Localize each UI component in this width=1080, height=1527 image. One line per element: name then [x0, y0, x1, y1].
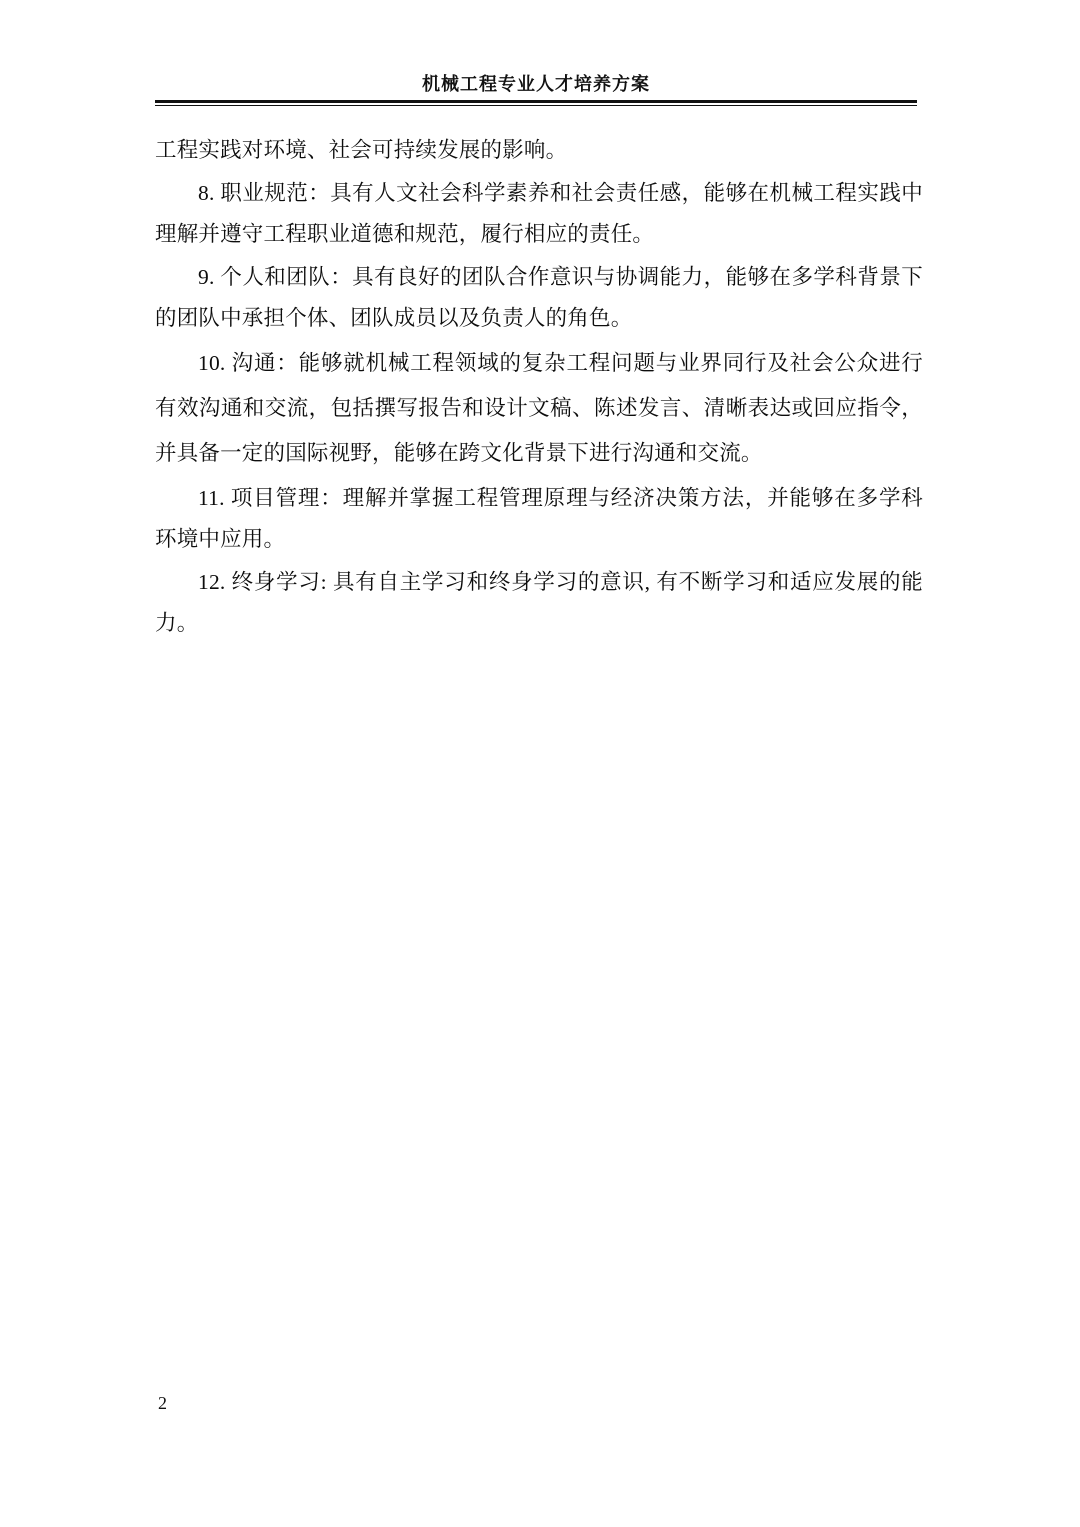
paragraph-item-10: 10. 沟通：能够就机械工程领域的复杂工程问题与业界同行及社会公众进行有效沟通和交流，包括撰写报告和设计文稿、陈述发言、清晰表达或回应指令，并具备一定的国际视野，能够在跨文化背景下进行沟通和交流。 — [155, 351, 923, 465]
paragraph-item-9: 9. 个人和团队：具有良好的团队合作意识与协调能力，能够在多学科背景下的团队中承担个体、团队成员以及负责人的角色。 — [155, 265, 923, 330]
paragraph-item-11: 11. 项目管理：理解并掌握工程管理原理与经济决策方法，并能够在多学科环境中应用。 — [155, 486, 923, 551]
header-rule-thick — [155, 100, 917, 103]
paragraph-item-12: 12. 终身学习: 具有自主学习和终身学习的意识, 有不断学习和适应发展的能力。 — [155, 570, 923, 635]
paragraph-continuation: 工程实践对环境、社会可持续发展的影响。 — [155, 138, 568, 162]
page-number: 2 — [158, 1393, 167, 1413]
paragraph-item-8: 8. 职业规范：具有人文社会科学素养和社会责任感，能够在机械工程实践中理解并遵守工程职业道德和规范，履行相应的责任。 — [155, 181, 923, 246]
document-body — [155, 130, 923, 646]
page-header — [155, 72, 917, 97]
header-rule-thin — [155, 105, 917, 106]
header-title: 机械工程专业人才培养方案 — [422, 74, 650, 94]
